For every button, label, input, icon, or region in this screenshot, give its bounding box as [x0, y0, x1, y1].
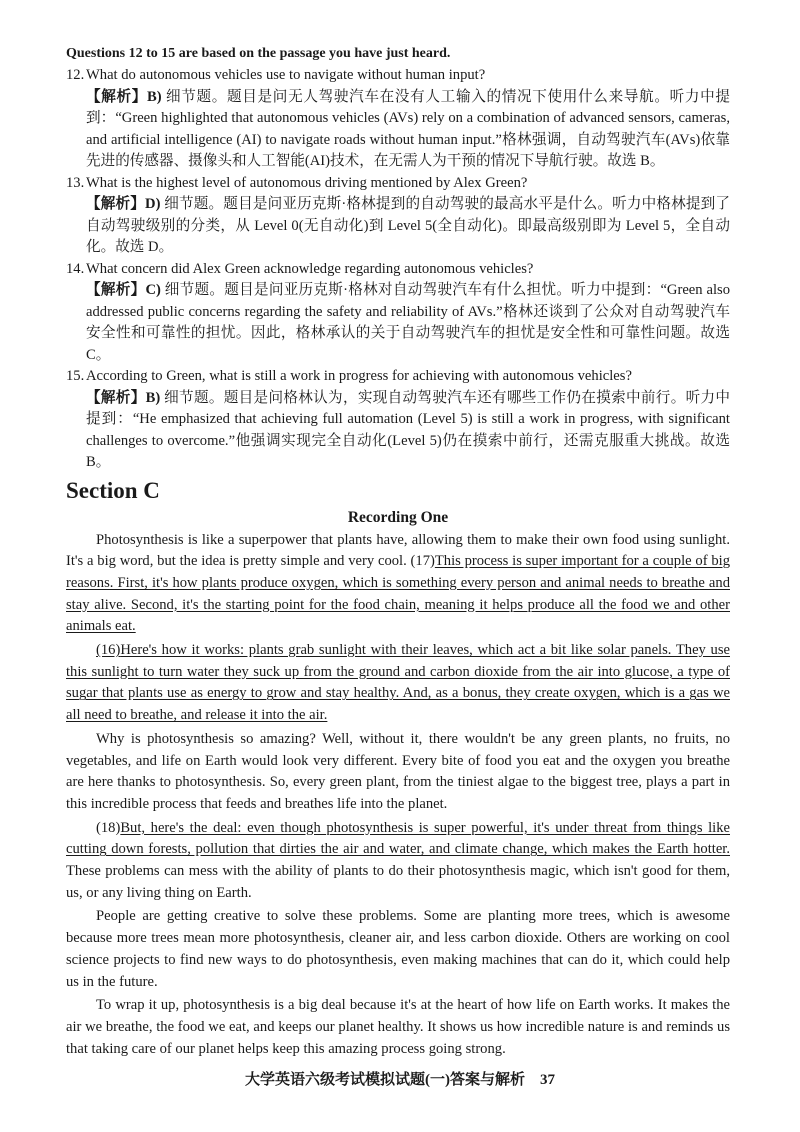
- page-content: [66, 44, 730, 1062]
- analysis-tag: 【解析】B): [86, 88, 162, 105]
- recording-title: Recording One: [347, 508, 449, 526]
- question-number: 15.: [66, 368, 85, 384]
- answer-marker-16: (16): [96, 642, 121, 659]
- underlined-answer-16: Here's how it works: plants grab sunlight with their leaves, which act a bit like solar panels. They use this sunlight to turn water they suck up from the ground and carbon dioxide from the air into glucose, a type of sugar that plants use as energy to grow and stay healthy. And, as a bonus, they create oxygen, which is a gas we all need to breathe, and release it into the air.: [66, 642, 730, 724]
- question-number: 14.: [66, 260, 85, 277]
- question-13: [66, 173, 730, 259]
- analysis-text: 细节题。题目是问亚历克斯·格林提到的自动驾驶的最高水平是什么。听力中格林提到了自动驾驶级别的分类，从 Level 0(无自动化)到 Level 5(全自动化)。即最高级别即为 Level 5，全自动化。故选 D。: [86, 196, 731, 255]
- question-12: [66, 65, 730, 173]
- paragraph-2: [66, 640, 730, 727]
- question-number: 12.: [66, 67, 85, 83]
- page-footer: 大学英语六级考试模拟试题(一)答案与解析 37: [245, 1072, 555, 1088]
- analysis-text: 细节题。题目是问亚历克斯·格林对自动驾驶汽车有什么担忧。听力中提到：“Green also addressed public concerns regarding the safety and reliability of AVs.”格林还谈到了公众对自动驾驶汽车安全性和可靠性的担忧。因此，格林承认的关于自动驾驶汽车的担忧是安全性和可靠性问题。故选 C。: [86, 282, 730, 363]
- underlined-answer-18: But, here's the deal: even though photosynthesis is super powerful, it's under threat from things like cutting down forests, pollution that dirties the air and water, and climate change, which makes the Earth hotter.: [66, 819, 730, 858]
- question-text: According to Green, what is still a work in progress for achieving with autonomous vehicles?: [86, 368, 632, 384]
- paragraph-1-intro: Photosynthesis is like a superpower that plants have, allowing them to make their own food using sunlight. It's a big word, but the idea is pretty simple and very cool. (17): [66, 531, 730, 570]
- analysis-tag: 【解析】C): [86, 282, 161, 298]
- paragraph-5: People are getting creative to solve these problems. Some are planting more trees, which is awesome because more trees mean more photosynthesis, cleaner air, and less carbon dioxide. Others are working on cool science projects to find new ways to do photosynthesis, even making machines that can do it, which could help us in the future.: [66, 908, 730, 990]
- question-text: What is the highest level of autonomous driving mentioned by Alex Green?: [86, 174, 528, 191]
- underlined-answer-17: This process is super important for a couple of big reasons. First, it's how plants produce oxygen, which is something every person and animal needs to breathe and stay alive. Second, it's the starting point for the food chain, meaning it helps produce all the food we and other animals eat.: [66, 553, 730, 635]
- question-text: What concern did Alex Green acknowledge regarding autonomous vehicles?: [86, 260, 534, 277]
- questions-header: Questions 12 to 15 are based on the passage you have just heard.: [66, 46, 451, 61]
- paragraph-6: To wrap it up, photosynthesis is a big deal because it's at the heart of how life on Earth works. It makes the air we breathe, the food we eat, and keeps our planet healthy. It shows us how incredible nature is and reminds us that taking care of our planet helps keep this amazing process going strong.: [66, 997, 730, 1057]
- section-title: Section C: [66, 477, 160, 503]
- question-text: What do autonomous vehicles use to navigate without human input?: [86, 67, 486, 83]
- question-15: [66, 366, 730, 474]
- paragraph-4-rest: These problems can mess with the ability of plants to do their photosynthesis magic, which isn't good for them, us, or any living thing on Earth.: [66, 863, 730, 901]
- analysis-tag: 【解析】B): [86, 389, 161, 406]
- question-number: 13.: [66, 174, 85, 191]
- analysis-tag: 【解析】D): [86, 196, 161, 212]
- analysis-text: 细节题。题目是问无人驾驶汽车在没有人工输入的情况下使用什么来导航。听力中提到：“Green highlighted that autonomous vehicles (AVs) rely on a combination of advanced sensors, cameras, and artificial intelligence (AI) to navigate roads without human input.”格林强调，自动驾驶汽车(AVs)依靠先进的传感器、摄像头和人工智能(AI)技术，在无需人为干预的情况下导航行驶。故选 B。: [86, 88, 730, 169]
- paragraph-3: Why is photosynthesis so amazing? Well, without it, there wouldn't be any green plants, no fruits, no vegetables, and life on Earth would look very different. Every bite of food you eat and the oxygen you breathe are here thanks to photosynthesis. So, every green plant, from the tiniest algae to the biggest tree, plays a part in this incredible process that feeds and breathes life into the planet.: [66, 730, 730, 812]
- answer-marker-18: (18): [96, 819, 121, 836]
- analysis-text: 细节题。题目是问格林认为，实现自动驾驶汽车还有哪些工作仍在摸索中前行。听力中提到：“He emphasized that achieving full automation (Level 5) is still a work in progress, with significant challenges to overcome.”他强调实现完全自动化(Level 5)仍在摸索中前行，还需克服重大挑战。故选 B。: [86, 389, 730, 470]
- question-14: [66, 259, 730, 367]
- paragraph-4: [66, 818, 730, 905]
- paragraph-1: [66, 530, 730, 639]
